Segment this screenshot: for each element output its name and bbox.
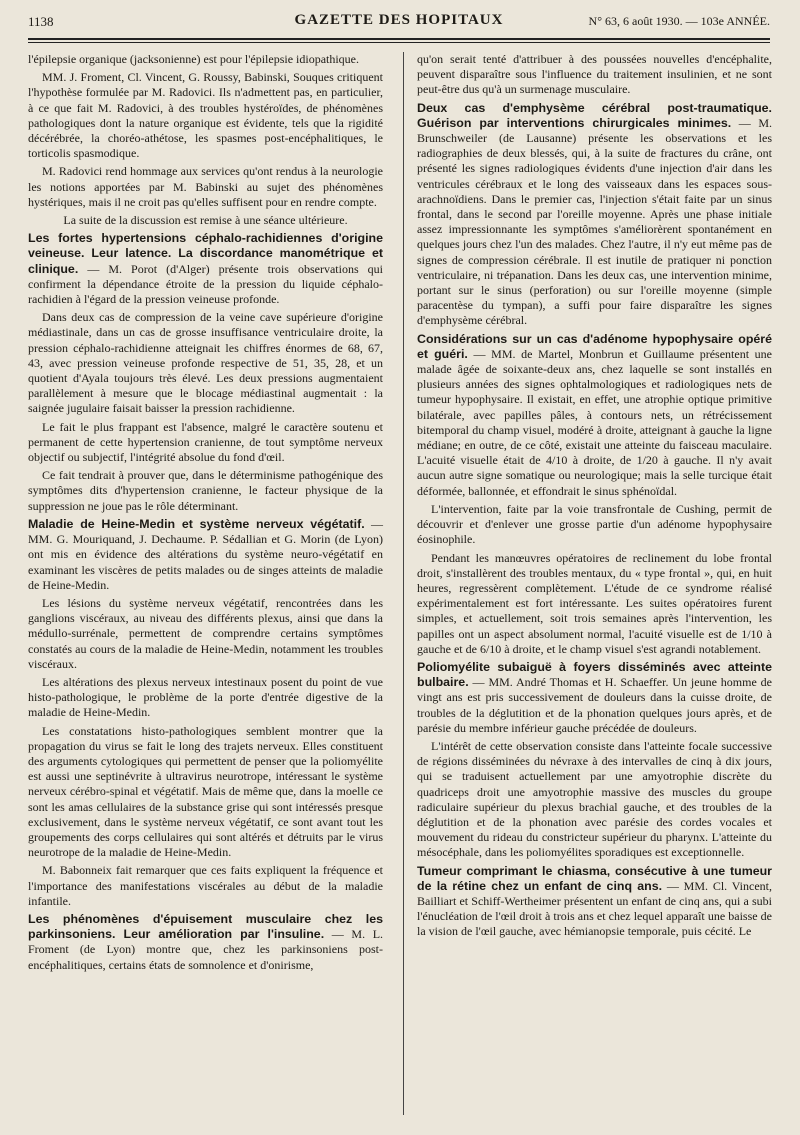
section-lead: — MM. de Martel, Monbrun et Guillaume présentent une malade âgée de soixante-deux ans, chez laquelle se sont installés en plusieurs années des signes ophtalmologiques et radiologiques nets de tumeur hypophysaire. Il existait, en effet, une atrophie optique primitive bilatérale, avec papilles pâles, à contours nets, un rétrécissement bitemporal du champ visuel, modéré à droite, atteignant à gauche la ligne médiane; en outre, de ce côté, existait une atteinte du faisceau maculaire. L'acuité visuelle était de 4/10 à droite, de 1/20 à gauche. Il n'y avait aucun autre signe somatique ou neurologique; mais la selle turcique était déformée, ballonnée, et effondrait le sinus sphénoïdal. bbox=[417, 346, 772, 498]
section-title: Maladie de Heine-Medin et système nerveux végétatif. bbox=[28, 516, 365, 531]
section-title: Deux cas d'emphysème cérébral post-traumatique. Guérison par interventions chirurgicales minimes. bbox=[417, 100, 772, 130]
paragraph: Pendant les manœuvres opératoires de reclinement du lobe frontal droit, s'installèrent des troubles mentaux, du « type frontal », qui, en huit heures, regressèrent complètement. L'étude de ce syndrome réalisé expérimentalement est fort intéressante. Les suites opératoires furent simples, et actuellement, soit trois semaines après l'intervention, les papilles ont un aspect absolument normal, l'acuité visuelle est de 1/10 à gauche et de 6/10 à droite, et le champ visuel s'est agrandi notablement. bbox=[417, 550, 772, 656]
left-column bbox=[28, 52, 383, 976]
paragraph: Les lésions du système nerveux végétatif, rencontrées dans les ganglions viscéraux, au niveau des différents plexus, ainsi que dans la médullo-surrénale, permettent de comprendre certains symptômes constatés au cours de la maladie de Heine-Medin, notamment les troubles viscéraux. bbox=[28, 595, 383, 671]
page-number: 1138 bbox=[28, 14, 54, 29]
paragraph: Dans deux cas de compression de la veine cave supérieure d'origine médiastinale, dans un cas de grosse insuffisance ventriculaire droite, la pression céphalo-rachidienne atteignait les chiffres énormes de 68, 67, 43, avec pression veineuse profonde respective de 51, 35, 28, et un quotient d'Ayala toujours très élevé. Les deux pressions augmentaient parallèlement à mesure que le blocage médiastinal augmentait : la saignée jugulaire faisait baisser la pression rachidienne. bbox=[28, 310, 383, 416]
section-block bbox=[417, 332, 772, 499]
column-divider bbox=[403, 52, 404, 1115]
section-title: Tumeur comprimant le chiasma, consécutive à une tumeur de la rétine chez un enfant de cinq ans. bbox=[417, 863, 772, 893]
paragraph: l'épilepsie organique (jacksonienne) est pour l'épilepsie idiopathique. bbox=[28, 52, 360, 66]
header-rule-thin bbox=[28, 42, 770, 43]
paragraph: La suite de la discussion est remise à une séance ultérieure. bbox=[63, 213, 348, 228]
page-header bbox=[28, 10, 770, 38]
section-title: Considérations sur un cas d'adénome hypophysaire opéré et guéri. bbox=[417, 331, 772, 361]
section-title: Poliomyélite subaiguë à foyers disséminés avec atteinte bulbaire. bbox=[417, 659, 772, 690]
section-lead: — MM. G. Mouriquand, J. Dechaume. P. Sédallian et G. Morin (de Lyon) ont mis en évidence des altérations du système neuro-végétatif en examinant les viscères de petits malades ou de singes atteints de maladie de Heine-Medin. bbox=[28, 516, 384, 592]
section-lead: — M. Porot (d'Alger) présente trois observations qui confirment la dépendance étroite de la pression du liquide céphalo-rachidien à l'égard de la pression veineuse profonde. bbox=[28, 261, 384, 307]
paragraph: Les constatations histo-pathologiques semblent montrer que la propagation du virus se fait le long des trajets nerveux. Elles constituent des arguments cytologiques qui permettent de penser que la poliomyélite est aussi une septinévrite à ultravirus neurotrope, intéressant le système nerveux cérébro-spinal et végétatif. Mais de même que, dans la moelle ce sont les amas cellulaires de la substance grise qui sont intéressés presque exclusivement, dans le système nerveux végétatif, ce sont avant tout les groupements des corps cellulaires qui sont altérés et détruits par le virus neurotrope de la maladie de Heine-Medin. bbox=[28, 723, 383, 860]
section-title: Les phénomènes d'épuisement musculaire chez les parkinsoniens. Leur amélioration par l'insuline. bbox=[28, 911, 383, 942]
paragraph: Les altérations des plexus nerveux intestinaux posent du point de vue histo-pathologique, le problème de la porte d'entrée digestive de la maladie de Heine-Medin. bbox=[28, 674, 383, 720]
section-block bbox=[28, 231, 383, 307]
paragraph: L'intervention, faite par la voie transfrontale de Cushing, permit de découvrir et d'enlever une grosse partie d'un adénome hypophysaire éosinophile. bbox=[417, 501, 772, 547]
journal-title: GAZETTE DES HOPITAUX bbox=[294, 12, 504, 28]
paragraph: Le fait le plus frappant est l'absence, malgré le caractère soutenu et permanent de cette hypertension cranienne, de tout symptôme nerveux objectif ou subjectif, l'intégrité absolue du fond d'œil. bbox=[28, 419, 383, 465]
section-lead: — MM. Cl. Vincent, Bailliart et Schiff-Wertheimer présentent un enfant de cinq ans, qui a subi l'énucléation de l'œil droit à trois ans et chez lequel apparaît une baisse de la vision de l'œil gauche, avec hémianopsie temporale, puis cécité. Le bbox=[417, 878, 773, 939]
paragraph: M. Babonneix fait remarquer que ces faits expliquent la fréquence et l'importance des manifestations viscérales au début de la maladie infantile. bbox=[28, 863, 383, 908]
paragraph: MM. J. Froment, Cl. Vincent, G. Roussy, Babinski, Souques critiquent l'hypothèse formulée par M. Radovici. Ils n'admettent pas, en particulier, à ce que fait M. Radovici, à des troubles hystéroïdes, de phénomènes pathologiques dont la nature organique est évidente, tels que la rigidité décérébrée, la choréo-athétose, les spasmes post-encéphalitiques, le torticolis spasmodique. bbox=[28, 70, 383, 161]
section-block bbox=[28, 912, 383, 973]
paragraph: M. Radovici rend hommage aux services qu'ont rendus à la neurologie les notions apportées par M. Babinski au sujet des phénomènes hystériques, mais il ne croit pas qu'elles suffisent pour en rendre compte. bbox=[28, 164, 383, 209]
section-block bbox=[28, 517, 383, 593]
section-block bbox=[417, 864, 772, 940]
paragraph: qu'on serait tenté d'attribuer à des poussées nouvelles d'encéphalite, peuvent disparaître sous l'influence du traitement insulinien, et ne sont peut-être dus qu'à un surmenage musculaire. bbox=[417, 52, 772, 97]
section-lead: — M. Brunschweiler (de Lausanne) présente les observations et les radiographies de deux blessés, qui, à la suite de fractures du crâne, ont présenté les signes radiologiques évidents d'une injection d'air dans les ventricules cérébraux et le long des vaisseaux dans les espaces sous-arachnoïdiens. Dans le premier cas, l'injection s'était faite par un sinus frontal, dans le second par l'oreille moyenne. Après une phase initiale assez impressionnante les symptômes s'améliorèrent spontanément en quelques jours chez l'un des malades. Chez l'autre, il n'y eut même pas de signes de compression cérébrale. Il est inutile de pratiquer ni ponction ventriculaire, ni trépanation. Dans les deux cas, une intervention minime, portant sur le sinus (perforation) ou sur l'oreille moyenne (simple paracentèse du tympan), a suffi pour faire disparaître les signes d'emphysème cérébral. bbox=[417, 115, 773, 328]
paragraph: L'intérêt de cette observation consiste dans l'atteinte focale successive de régions disséminées du névraxe à des intervalles de cinq à dix jours, qui se traduisent actuellement par une amyotrophie discrète du quadriceps droit une amyotrophie massive des muscles du groupe radiculaire supérieur du plexus brachial gauche, et des troubles de la déglutition et de la phonation avec parésie des cordes vocales et mouvement du rideau du constricteur supérieur du pharynx. L'atteinte du mésocéphale, dans les poliomyélites sporadiques est exceptionnelle. bbox=[417, 738, 772, 860]
header-rule bbox=[28, 38, 770, 40]
section-lead: — M. L. Froment (de Lyon) montre que, chez les parkinsoniens post-encéphalitiques, certains états de somnolence et d'onirisme, bbox=[28, 927, 384, 972]
section-block bbox=[417, 101, 772, 329]
section-block bbox=[417, 660, 772, 736]
section-lead: — MM. André Thomas et H. Schaeffer. Un jeune homme de vingt ans est pris successivement de douleurs dans la cuisse droite, de troubles de la déglutition et de la phonation quelques jours après, et de parésie du membre inférieur gauche précédée de douleurs. bbox=[417, 675, 773, 735]
issue-info: N° 63, 6 août 1930. — 103e ANNÉE. bbox=[588, 14, 770, 28]
paragraph: Ce fait tendrait à prouver que, dans le déterminisme pathogénique des symptômes dits d'hypertension cranienne, le facteur physique de la suppression ne joue pas le rôle déterminant. bbox=[28, 468, 383, 513]
right-column bbox=[417, 52, 772, 943]
section-title: Les fortes hypertensions céphalo-rachidiennes d'origine veineuse. Leur latence. La discordance manométrique et clinique. bbox=[28, 231, 383, 276]
